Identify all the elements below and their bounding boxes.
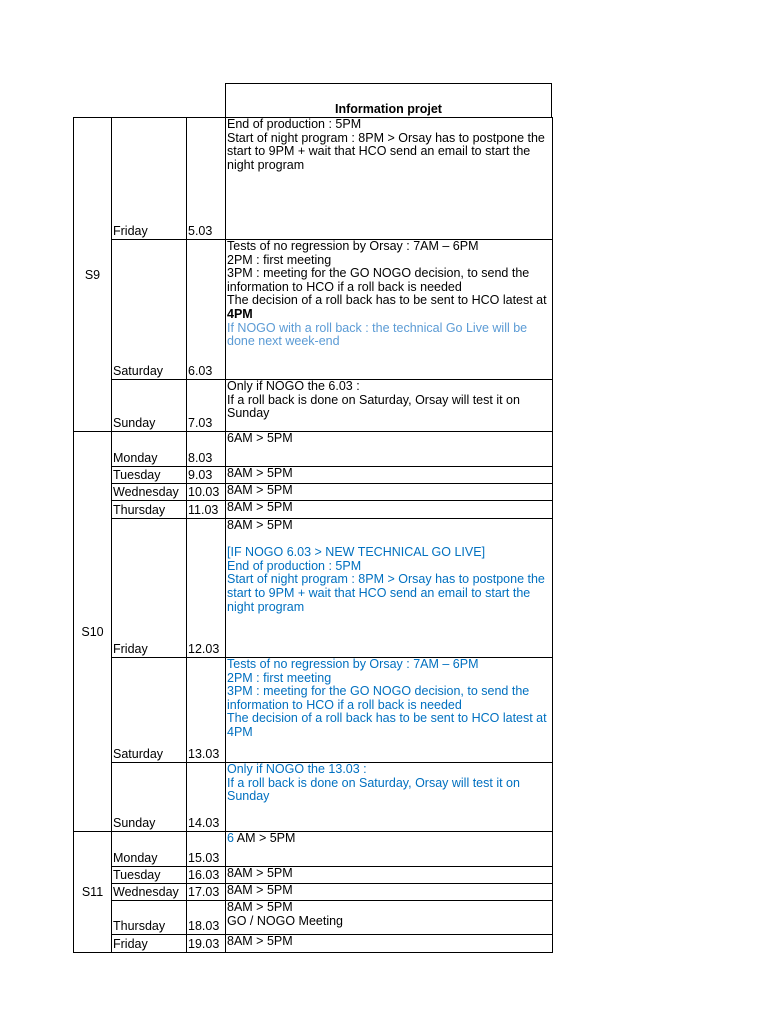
info-line: [227, 573, 552, 614]
info-line-text: 8AM > 5PM: [227, 866, 293, 880]
info-line: [227, 294, 552, 321]
date-cell: [186, 866, 226, 884]
day-label: Thursday: [113, 919, 166, 933]
day-label: Friday: [113, 937, 148, 951]
info-cell: [225, 518, 553, 658]
date-label: 13.03: [188, 747, 220, 761]
date-cell: [186, 934, 226, 953]
info-line: [227, 519, 552, 533]
info-line-text: If a roll back is done on Saturday, Orsay will test it on Sunday: [227, 392, 520, 421]
info-line: [227, 560, 552, 574]
header-information-projet: Information projet: [225, 83, 552, 118]
day-label: Monday: [113, 451, 158, 465]
info-cell: [225, 831, 553, 867]
info-line: [227, 685, 552, 712]
date-cell: [186, 117, 226, 240]
day-cell: [111, 483, 187, 501]
date-label: 19.03: [188, 937, 220, 951]
info-line-text: 6AM > 5PM: [227, 431, 293, 445]
day-cell: [111, 934, 187, 953]
info-line-text: 8AM > 5PM: [227, 483, 293, 497]
info-cell: [225, 762, 553, 832]
info-line: [227, 484, 552, 498]
info-cell: [225, 657, 553, 763]
info-cell: [225, 239, 553, 380]
date-label: 17.03: [188, 885, 220, 899]
date-cell: [186, 883, 226, 901]
info-line: [227, 763, 552, 777]
info-line: [227, 777, 552, 804]
day-label: Saturday: [113, 364, 164, 378]
day-label: Wednesday: [113, 485, 179, 499]
day-cell: [111, 239, 187, 380]
info-line: [227, 658, 552, 672]
day-cell: [111, 657, 187, 763]
date-cell: [186, 657, 226, 763]
day-cell: [111, 900, 187, 935]
info-line-text: End of production : 5PM: [227, 558, 362, 573]
info-line-text: Start of night program : 8PM > Orsay has to postpone the start to 9PM + wait that HCO send an email to start the night program: [227, 130, 545, 172]
date-label: 10.03: [188, 485, 220, 499]
info-line: [227, 712, 552, 739]
info-line-text: The decision of a roll back has to be sent to HCO latest at 4PM: [227, 711, 547, 739]
info-line: [227, 254, 552, 268]
info-line-text: 8AM > 5PM: [227, 883, 293, 897]
date-label: 14.03: [188, 816, 220, 830]
info-line-text: If a roll back is done on Saturday, Orsay will test it on Sunday: [227, 775, 520, 804]
week-cell-s9: [73, 117, 112, 432]
date-cell: [186, 500, 226, 519]
date-cell: [186, 239, 226, 380]
info-line-text: If NOGO with a roll back : the technical Go Live will be done next week-end: [227, 320, 528, 349]
day-label: Wednesday: [113, 885, 179, 899]
info-line: [227, 132, 552, 173]
day-cell: [111, 379, 187, 432]
date-label: 11.03: [188, 503, 219, 517]
info-line-text: 8AM > 5PM: [227, 500, 293, 514]
day-cell: [111, 866, 187, 884]
info-line-text: 3PM : meeting for the GO NOGO decision, to send the information to HCO if a roll back is needed: [227, 684, 530, 712]
day-cell: [111, 831, 187, 867]
day-label: Sunday: [113, 816, 156, 830]
day-cell: [111, 762, 187, 832]
info-line: [227, 546, 552, 560]
day-label: Friday: [113, 642, 148, 656]
info-line-prefix: 6: [227, 831, 234, 845]
info-line: [227, 915, 552, 929]
date-label: 18.03: [188, 919, 220, 933]
info-line-text: Tests of no regression by Orsay : 7AM – 6PM: [227, 657, 479, 671]
info-line-text: Only if NOGO the 13.03 :: [227, 762, 367, 776]
info-line-text: Tests of no regression by Orsay : 7AM – 6PM: [227, 239, 479, 253]
day-cell: [111, 117, 187, 240]
week-cell-s11: [73, 831, 112, 953]
info-line-text: Only if NOGO the 6.03 :: [227, 379, 360, 393]
info-line-text: 2PM : first meeting: [227, 670, 332, 685]
info-line-text: AM > 5PM: [233, 831, 296, 845]
info-line-text: 3PM : meeting for the GO NOGO decision, to send the information to HCO if a roll back is needed: [227, 266, 530, 294]
info-line: [227, 935, 552, 949]
date-cell: [186, 466, 226, 484]
info-cell: [225, 883, 553, 901]
date-cell: [186, 762, 226, 832]
info-cell: [225, 379, 553, 432]
info-line-text: GO / NOGO Meeting: [227, 913, 344, 928]
info-cell: [225, 483, 553, 501]
date-cell: [186, 431, 226, 467]
day-cell: [111, 500, 187, 519]
info-line-text: End of production : 5PM: [227, 117, 362, 131]
day-label: Friday: [113, 224, 148, 238]
info-line: [227, 672, 552, 686]
day-cell: [111, 431, 187, 467]
day-label: Sunday: [113, 416, 156, 430]
date-label: 5.03: [188, 224, 213, 238]
date-label: 9.03: [188, 468, 213, 482]
info-line-text: Start of night program : 8PM > Orsay has to postpone the start to 9PM + wait that HCO send an email to start the night program: [227, 572, 545, 614]
info-line: [227, 267, 552, 294]
day-label: Monday: [113, 851, 158, 865]
info-line: [227, 533, 552, 547]
info-line-text: 8AM > 5PM: [227, 466, 293, 480]
week-label: S9: [84, 267, 101, 282]
date-label: 8.03: [188, 451, 213, 465]
info-line: [227, 118, 552, 132]
day-cell: [111, 518, 187, 658]
info-line: [227, 322, 552, 349]
info-line: [227, 901, 552, 915]
info-line-text: The decision of a roll back has to be sent to HCO latest at: [227, 293, 547, 308]
day-label: Tuesday: [113, 868, 161, 882]
info-line: [227, 501, 552, 515]
day-cell: [111, 466, 187, 484]
info-cell: [225, 431, 553, 467]
week-label: S11: [81, 885, 104, 899]
info-line: [227, 867, 552, 881]
info-line-text: 2PM : first meeting: [227, 252, 332, 267]
date-cell: [186, 518, 226, 658]
info-line: [227, 240, 552, 254]
info-cell: [225, 500, 553, 519]
info-line-text: 8AM > 5PM: [227, 900, 293, 914]
date-cell: [186, 900, 226, 935]
date-cell: [186, 831, 226, 867]
day-label: Tuesday: [113, 468, 161, 482]
week-cell-s10: [73, 431, 112, 832]
day-label: Saturday: [113, 747, 164, 761]
date-cell: [186, 379, 226, 432]
info-cell: [225, 466, 553, 484]
date-label: 12.03: [188, 642, 220, 656]
date-label: 6.03: [188, 364, 213, 378]
date-label: 7.03: [188, 416, 213, 430]
week-label: S10: [81, 624, 104, 639]
date-label: 16.03: [188, 868, 220, 882]
info-line: [227, 884, 552, 898]
info-line: [227, 432, 552, 446]
date-label: 15.03: [188, 851, 220, 865]
info-cell: [225, 866, 553, 884]
info-line: [227, 467, 552, 481]
info-cell: [225, 117, 553, 240]
info-line-text: 8AM > 5PM: [227, 934, 293, 948]
day-cell: [111, 883, 187, 901]
date-cell: [186, 483, 226, 501]
info-cell: [225, 900, 553, 935]
info-line: [227, 832, 552, 846]
day-label: Thursday: [113, 503, 166, 517]
info-line-bold: 4PM: [227, 306, 253, 321]
info-cell: [225, 934, 553, 953]
info-line: [227, 380, 552, 394]
info-line-text: [IF NOGO 6.03 > NEW TECHNICAL GO LIVE]: [227, 545, 486, 560]
info-line-text: 8AM > 5PM: [227, 518, 293, 532]
info-line: [227, 394, 552, 421]
